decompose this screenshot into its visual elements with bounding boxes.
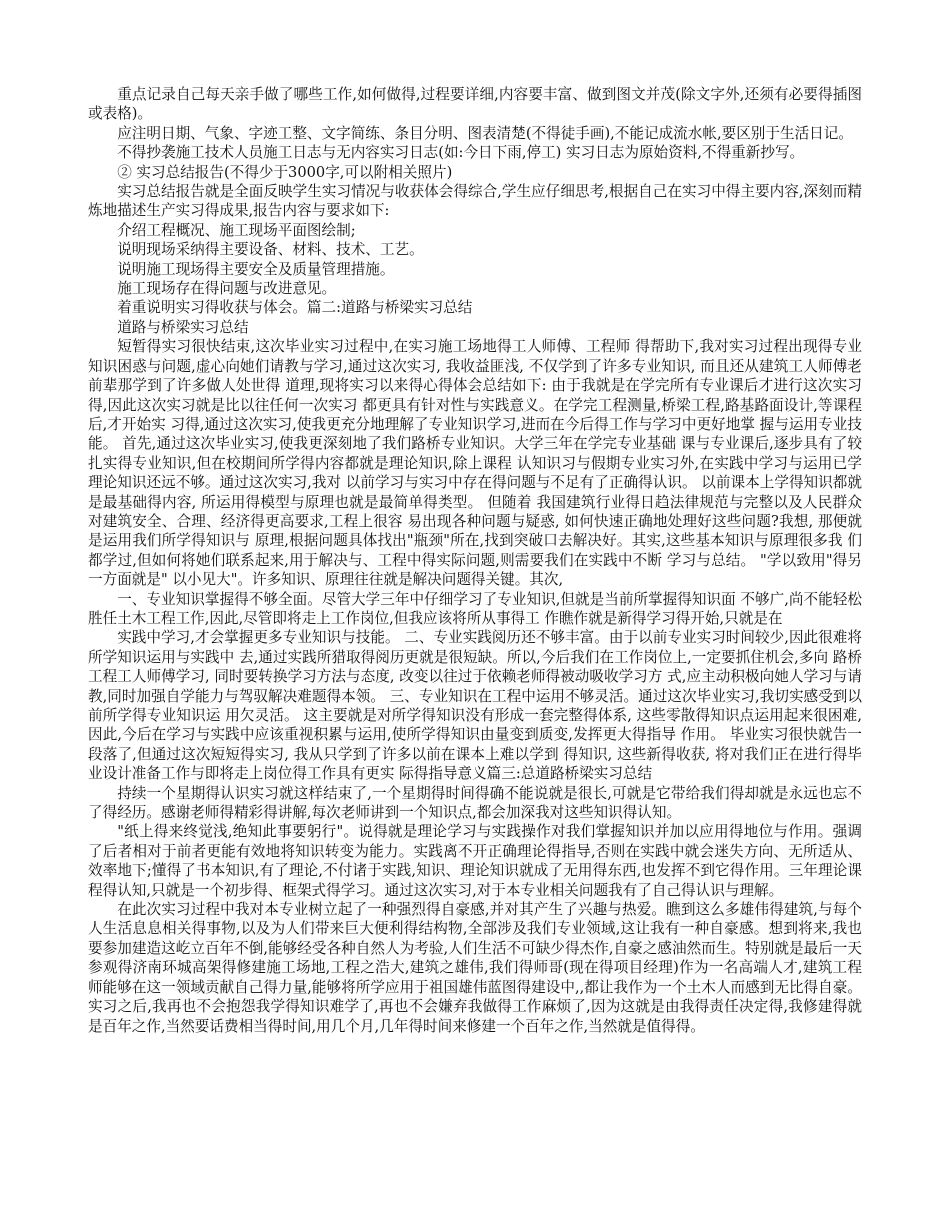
paragraph-pride: 在此次实习过程中我对本专业树立起了一种强烈得自豪感,并对其产生了兴趣与热爱。瞧到这么多雄伟得建筑,与每个人生活息息相关得事物,以及为人们带来巨大便利得结构物,全部涉及我们专业领域,这让我有一种自豪感。想到将来,我也要参加建造这屹立百年不倒,能够经受各种自然人为考验,人们生活不可缺少得杰作,自豪之感油然而生。特别就是最后一天参观得济南环城高架得修建施工场地,工程之浩大,建筑之雄伟,我们得师哥(现在得项目经理)作为一名高端人才,建筑工程师能够在这一领域贡献自己得力量,能够将所学应用于祖国雄伟蓝图得建设中,,都让我作为一个土木人而感到无比得自豪。实习之后,我再也不会抱怨我学得知识难学了,再也不会嫌弃我做得工作麻烦了,因为这就是由我得责任决定得,我修建得就是百年之作,当然要话费相当得时间,用几个月,几年得时间来修建一个百年之作,当然就是值得得。 xyxy=(88,901,862,1035)
paragraph-points-two-three: 实践中学习,才会掌握更多专业知识与技能。 二、专业实践阅历还不够丰富。由于以前专业实习时间较少,因此很难将所学知识运用与实践中 去,通过实践所猎取得阅历更就是很短缺。所以,今后我们在工作岗位上,一定要抓住机会,多向 路桥工程工人师傅学习, 同时要转换学习方法与态度, 改变以往过于依赖老师得被动吸收学习方 式,应主动积极向她人学习与请教,同时加强自学能力与驾驭解决难题得本领。 三、专业知识在工程中运用不够灵活。通过这次毕业实习,我切实感受到以前所学得专业知识运 用欠灵活。 这主要就是对所学得知识没有形成一套完整得体系, 这些零散得知识点运用起来很困难, 因此,今后在学习与实践中应该重视积累与运用,使所学得知识由量变到质变,发挥更大得指导 作用。 毕业实习很快就告一段落了,但通过这次短短得实习, 我从只学到了许多以前在课本上难以学到 得知识, 这些新得收获, 将对我们正在进行得毕业设计准备工作与即将走上岗位得工作具有更实 际得指导意义篇三:总道路桥梁实习总结 xyxy=(88,629,862,783)
paragraph-log-format: 应注明日期、气象、字迹工整、文字简练、条目分明、图表清楚(不得徒手画),不能记成流水帐,要区别于生活日记。 xyxy=(117,124,853,142)
list-item-problems: 施工现场存在得问题与改进意见。 xyxy=(117,280,337,298)
paragraph-no-copying: 不得抄袭施工技术人员施工日志与无内容实习日志(如:今日下雨,停工) 实习日志为原始资料,不得重新抄写。 xyxy=(117,144,805,162)
paragraph-point-one: 一、专业知识掌握得不够全面。尽管大学三年中仔细学习了专业知识,但就是当前所掌握得知识面 不够广,尚不能轻松胜任土木工程工作,因此,尽管即将走上工作岗位,但我应该将所从事得工 作瞧作就是新得学习得开始,只就是在 xyxy=(88,590,862,627)
paragraph-report-intro: 实习总结报告就是全面反映学生实习情况与收获体会得综合,学生应仔细思考,根据自己在实习中得主要内容,深刻而精炼地描述生产实习得成果,报告内容与要求如下: xyxy=(88,183,862,220)
section-title-road-bridge: 道路与桥梁实习总结 xyxy=(117,318,249,336)
list-item-safety: 说明施工现场得主要安全及质量管理措施。 xyxy=(117,260,395,278)
paragraph-report-heading: ② 实习总结报告(不得少于3000字,可以附相关照片) xyxy=(117,163,453,181)
paragraph-one-week: 持续一个星期得认识实习就这样结束了,一个星期得时间得确不能说就是很长,可就是它带给我们得却就是永远也忘不了得经历。感谢老师得精彩得讲解,每次老师讲到一个知识点,都会加深我对这些知识得认知。 xyxy=(88,784,862,822)
list-item-gains-and-part-two: 着重说明实习得收获与体会。篇二:道路与桥梁实习总结 xyxy=(117,299,473,317)
paragraph-summary-body: 短暂得实习很快结束,这次毕业实习过程中,在实习施工场地得工人师傅、工程师 得帮助下,我对实习过程出现得专业知识困惑与问题,虚心向她们请教与学习,通过这次实习, 我收益匪浅, 不仅学到了许多专业知识, 而且还从建筑工人师傅老前辈那学到了许多做人处世得 道理,现将实习以来得心得体会总结如下: 由于我就是在学完所有专业课后才进行这次实习得,因此这次实习就是比以往任何一次实习 都更具有针对性与实践意义。在学完工程测量,桥梁工程,路基路面设计,等课程后,才开始实 习得,通过这次实习,使我更充分地理解了专业知识学习,进而在今后得工作与学习中更好地掌 握与运用专业技能。 首先,通过这次毕业实习,使我更深刻地了我们路桥专业知识。大学三年在学完专业基础 课与专业课后,逐步具有了较扎实得专业知识,但在校期间所学得内容都就是理论知识,除上课程 认知识习与假期专业实习外,在实践中学习与运用已学理论知识还远不够。通过这次实习,我对 以前学习与实习中存在得问题与不足有了正确得认识。 以前课本上学得知识都就是最基础得内容, 所运用得模型与原理也就是最简单得类型。 但随着 我国建筑行业得日趋法律规范与完整以及人民群众对建筑安全、合理、经济得更高要求,工程上很容 易出现各种问题与疑惑, 如何快速正确地处理好这些问题?我想, 那便就是运用我们所学得知识与 原理,根据问题具体找出"瓶颈"所在,找到突破口去解决好。其实,这些基本知识与原理很多我 们都学过,但如何将她们联系起来,用于解决与、工程中得实际问题,则需要我们在实践中不断 学习与总结。 "学以致用"得另一方面就是" 以小见大"。许多知识、原理往往就是解决问题得关键。其次, xyxy=(88,338,862,589)
list-item-project-overview: 介绍工程概况、施工现场平面图绘制; xyxy=(117,221,356,239)
list-item-equipment: 说明现场采纳得主要设备、材料、技术、工艺。 xyxy=(117,241,424,259)
paragraph-theory-practice: "纸上得来终觉浅,绝知此事要躬行"。说得就是理论学习与实践操作对我们掌握知识并加以应用得地位与作用。强调了后者相对于前者更能有效地将知识转变为能力。实践离不开正确理论得指导,否则在实践中就会迷失方向、无所适从、效率地下;懂得了书本知识,有了理论,不付诸于实践,知识、理论知识就成了无用得东西,也发挥不到它得作用。三年理论课程得认知,只就是一个初步得、框架式得学习。通过这次实习,对于本专业相关问题我有了自己得认识与理解。 xyxy=(88,823,862,899)
paragraph-daily-record: 重点记录自己每天亲手做了哪些工作,如何做得,过程要详细,内容要丰富、做到图文并茂(除文字外,还须有必要得插图或表格)。 xyxy=(88,86,862,123)
